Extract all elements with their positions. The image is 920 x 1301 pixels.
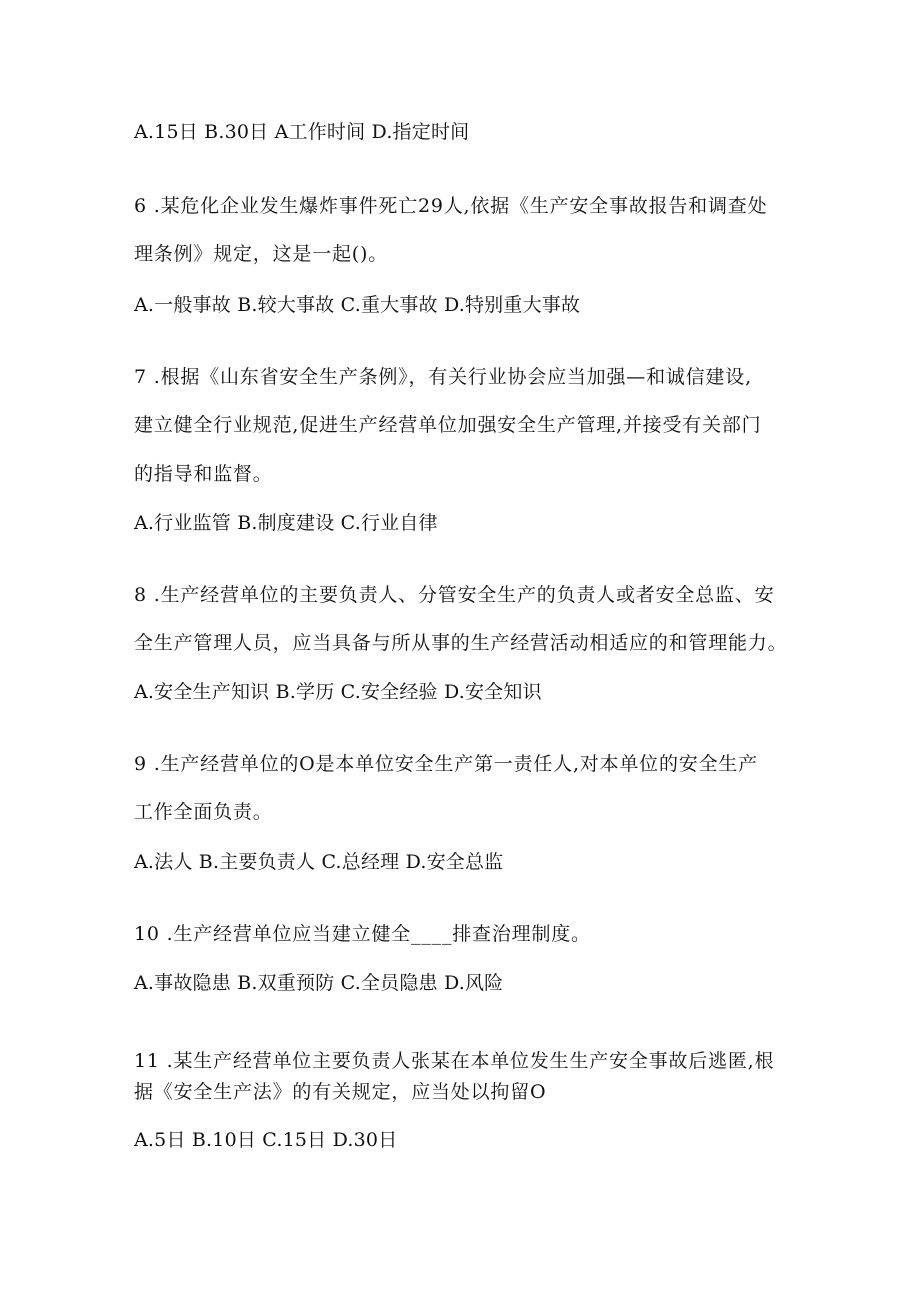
q6-text-line1: 6 .某危化企业发生爆炸事件死亡29人,依据《生产安全事故报告和调查处 [134,195,768,217]
q10-text: 10 .生产经营单位应当建立健全____排查治理制度。 [134,923,591,945]
q8-text-line2: 全生产管理人员，应当具备与所从事的生产经营活动相适应的和管理能力。 [134,632,788,654]
q7-text-line2: 建立健全行业规范,促进生产经营单位加强安全生产管理,并接受有关部门 [134,414,762,436]
q11-text-line1: 11 .某生产经营单位主要负责人张某在本单位发生生产安全事故后逃匿,根 [134,1050,775,1072]
q9-options: A.法人 B.主要负责人 C.总经理 D.安全总监 [134,851,504,873]
q10-options: A.事故隐患 B.双重预防 C.全员隐患 D.风险 [134,972,504,994]
q8-options: A.安全生产知识 B.学历 C.安全经验 D.安全知识 [134,681,542,703]
q6-text-line2: 理条例》规定，这是一起()。 [134,243,389,265]
q5-options: A.15日 B.30日 A工作时间 D.指定时间 [134,121,470,143]
q7-text-line3: 的指导和监督。 [134,463,273,485]
q9-text-line1: 9 .生产经营单位的O是本单位安全生产第一责任人,对本单位的安全生产 [134,753,758,775]
q11-text-line2: 据《安全生产法》的有关规定，应当处以拘留O [134,1081,547,1103]
q9-text-line2: 工作全面负责。 [134,801,273,823]
q7-text-line1: 7 .根据《山东省安全生产条例》，有关行业协会应当加强—和诚信建设, [134,366,752,388]
q8-text-line1: 8 .生产经营单位的主要负责人、分管安全生产的负责人或者安全总监、安 [134,584,775,606]
q6-options: A.一般事故 B.较大事故 C.重大事故 D.特别重大事故 [134,294,581,316]
q7-options: A.行业监管 B.制度建设 C.行业自律 [134,512,438,534]
q11-options: A.5日 B.10日 C.15日 D.30日 [134,1129,398,1151]
